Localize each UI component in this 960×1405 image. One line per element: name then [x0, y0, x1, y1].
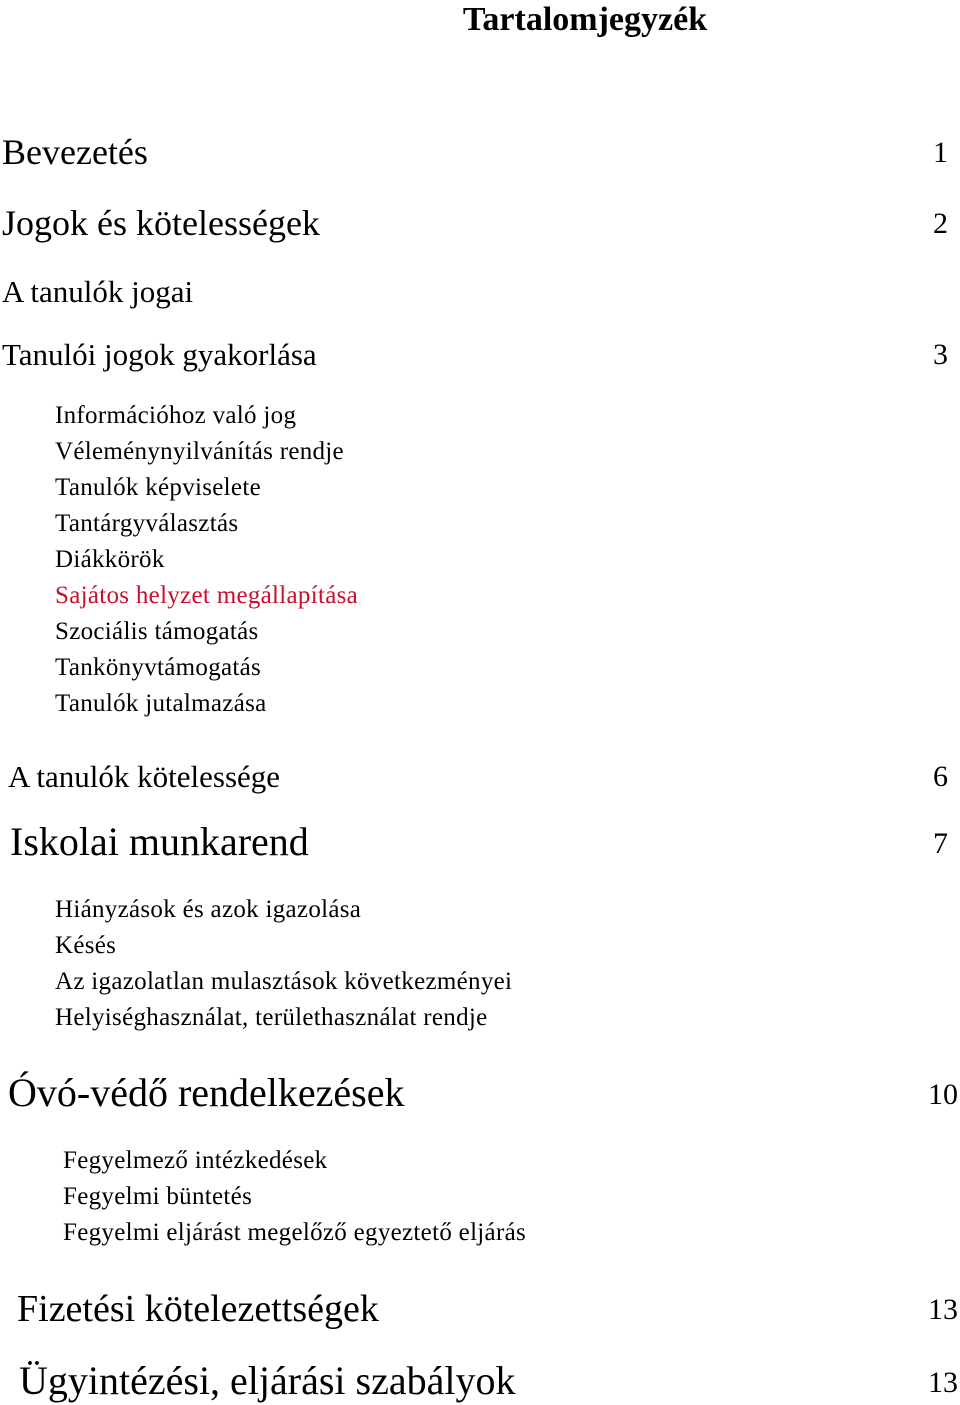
toc-subitem: Az igazolatlan mulasztások következményei [55, 968, 513, 995]
toc-entry-bevezetes: Bevezetés [2, 132, 148, 172]
toc-subitem: Tanulók jutalmazása [55, 690, 267, 717]
toc-subitem: Fegyelmező intézkedések [63, 1147, 328, 1174]
toc-entry-tanulok-jogai: A tanulók jogai [2, 274, 194, 309]
toc-subitem: Tanulók képviselete [55, 474, 261, 501]
toc-subitem: Hiányzások és azok igazolása [55, 896, 362, 923]
toc-subitem: Szociális támogatás [55, 618, 259, 645]
toc-subitem: Információhoz való jog [55, 402, 297, 429]
toc-entry-jogok: Jogok és kötelességek [2, 203, 320, 243]
toc-page-number: 3 [933, 338, 948, 371]
toc-page-number: 7 [933, 827, 948, 860]
toc-entry-fizetesi: Fizetési kötelezettségek [17, 1288, 379, 1330]
toc-subitem: Tankönyvtámogatás [55, 654, 262, 681]
toc-page-number: 13 [928, 1293, 958, 1326]
toc-page-number: 10 [928, 1078, 958, 1111]
toc-subitem: Tantárgyválasztás [55, 510, 239, 537]
toc-entry-ugyintezesi: Ügyintézési, eljárási szabályok [19, 1358, 516, 1403]
toc-entry-jogok-gyakorlasa: Tanulói jogok gyakorlása [2, 337, 317, 372]
toc-subitem-highlighted: Sajátos helyzet megállapítása [55, 582, 359, 609]
toc-page-number: 2 [933, 207, 948, 240]
toc-entry-ovo-vedo: Óvó-védő rendelkezések [8, 1070, 405, 1115]
toc-subitem: Késés [55, 932, 117, 959]
toc-subitem: Helyiséghasználat, területhasználat rendje [55, 1004, 488, 1031]
toc-entry-kotelessege: A tanulók kötelessége [8, 759, 281, 794]
page-title: Tartalomjegyzék [462, 1, 708, 38]
toc-page-number: 1 [933, 136, 948, 169]
toc-subitem: Fegyelmi büntetés [63, 1183, 253, 1210]
toc-subitem: Fegyelmi eljárást megelőző egyeztető eljárás [63, 1219, 527, 1246]
toc-entry-munkarend: Iskolai munkarend [10, 819, 309, 864]
toc-subitem: Diákkörök [55, 546, 165, 573]
toc-page-number: 13 [928, 1366, 958, 1399]
toc-page-number: 6 [933, 760, 948, 793]
toc-subitem: Véleménynyilvánítás rendje [55, 438, 344, 465]
